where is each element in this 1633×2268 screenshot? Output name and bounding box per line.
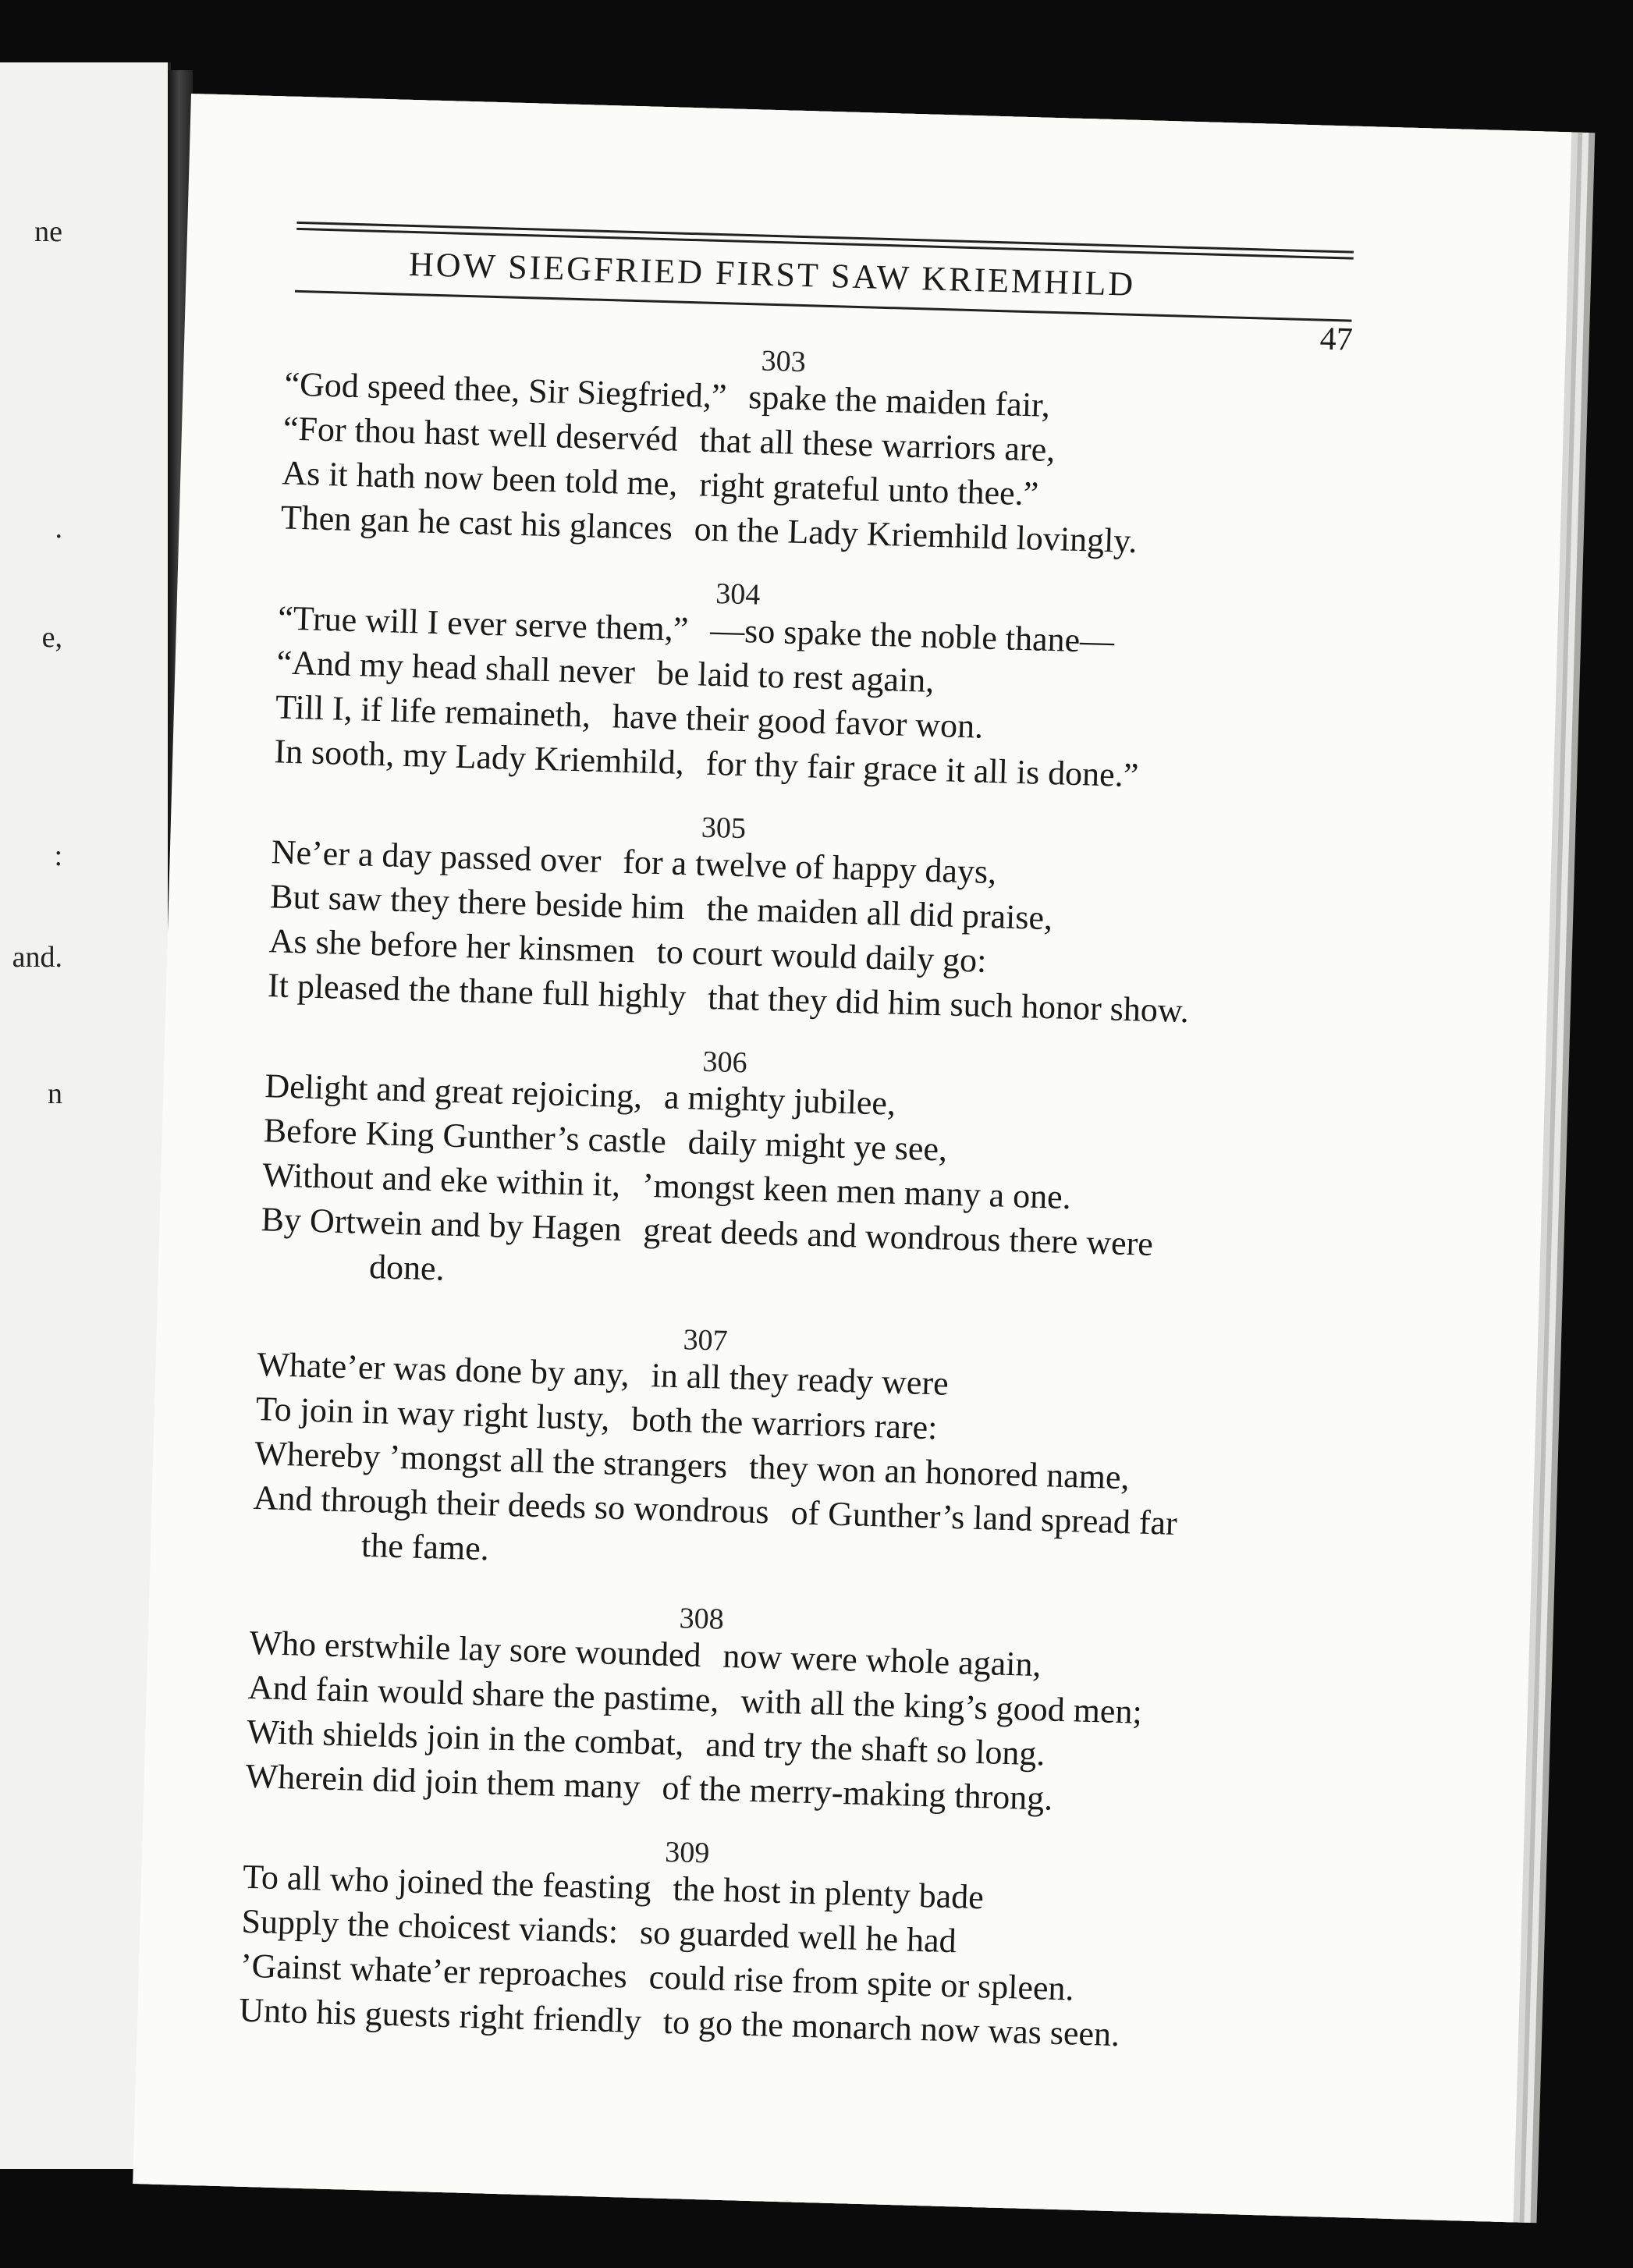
verse-first-half: Whereby ’mongst all the strangers bbox=[254, 1433, 728, 1485]
page-number: 47 bbox=[1319, 321, 1354, 358]
verse-first-half: Wherein did join them many bbox=[245, 1756, 641, 1806]
stanza bbox=[259, 1045, 1372, 1317]
verse-second-half: that all these warriors are, bbox=[699, 421, 1056, 470]
caesura-gap bbox=[726, 407, 748, 408]
verse-first-half: “God speed thee, Sir Siegfried,” bbox=[283, 364, 728, 416]
caesura-gap bbox=[640, 1798, 662, 1799]
verse-first-half: As it hath now been told me, bbox=[281, 453, 679, 503]
stanza-number: 305 bbox=[701, 811, 747, 846]
stanza-number: 308 bbox=[679, 1602, 725, 1636]
left-fragment: n bbox=[48, 1077, 62, 1110]
caesura-gap bbox=[651, 1899, 673, 1900]
verse-first-half: Unto his guests right friendly bbox=[238, 1990, 642, 2041]
verse-first-half: By Ortwein and by Hagen bbox=[261, 1200, 623, 1248]
caesura-gap bbox=[677, 451, 699, 452]
verse-second-half: in all they ready were bbox=[650, 1356, 950, 1403]
verse-first-half: “And my head shall never bbox=[276, 643, 636, 692]
caesura-gap bbox=[635, 683, 657, 684]
caesura-gap bbox=[641, 2032, 663, 2033]
left-fragment: . bbox=[55, 512, 62, 545]
verse-first-half: done. bbox=[368, 1247, 446, 1288]
caesura-gap bbox=[601, 872, 623, 873]
caesura-gap bbox=[701, 1666, 722, 1667]
verse-second-half: that they did him such honor show. bbox=[707, 978, 1190, 1031]
verse-second-half: so guarded well he had bbox=[639, 1912, 957, 1961]
verse-first-half: As she before her kinsmen bbox=[268, 921, 636, 971]
caesura-gap bbox=[684, 919, 706, 920]
verse-first-half: Delight and great rejoicing, bbox=[264, 1067, 643, 1116]
verse-second-half: they won an honored name, bbox=[748, 1447, 1131, 1497]
caesura-gap bbox=[634, 962, 656, 963]
verse-second-half: a mighty jubilee, bbox=[663, 1077, 896, 1123]
left-fragment: ne bbox=[34, 215, 62, 248]
left-fragment: e, bbox=[41, 621, 62, 654]
stanza-number: 303 bbox=[761, 344, 807, 379]
verse-first-half: Till I, if life remaineth, bbox=[275, 687, 591, 735]
verse-second-half: ’mongst keen men many a one. bbox=[641, 1166, 1072, 1217]
stanza-number: 304 bbox=[715, 577, 761, 612]
running-head: HOW SIEGFRIED FIRST SAW KRIEMHILD bbox=[408, 244, 1136, 303]
verse-first-half: Without and eke within it, bbox=[261, 1155, 621, 1204]
left-fragment: and. bbox=[12, 941, 62, 974]
stanza bbox=[267, 811, 1379, 1038]
caesura-gap bbox=[677, 495, 699, 496]
stanza bbox=[273, 577, 1386, 804]
caesura-gap bbox=[769, 1523, 790, 1524]
verse-second-half: for a twelve of happy days, bbox=[622, 842, 997, 892]
verse-first-half: “True will I ever serve them,” bbox=[277, 598, 689, 649]
stanza-number: 307 bbox=[683, 1323, 729, 1358]
verse-first-half: With shields join in the combat, bbox=[246, 1712, 685, 1763]
verse-first-half: Ne’er a day passed over bbox=[271, 832, 602, 881]
caesura-gap bbox=[683, 774, 705, 775]
verse-second-half: and try the shaft so long. bbox=[705, 1725, 1046, 1773]
verse-first-half: the fame. bbox=[360, 1525, 490, 1568]
right-page bbox=[133, 94, 1571, 2222]
caesura-gap bbox=[672, 539, 694, 540]
verse-first-half: Whate’er was done by any, bbox=[256, 1345, 630, 1394]
stanza bbox=[245, 1602, 1358, 1830]
verse-first-half: ’Gainst whate’er reproaches bbox=[240, 1946, 628, 1996]
verse-second-half: of the merry-making throng. bbox=[661, 1768, 1053, 1818]
verse-first-half: To all who joined the feasting bbox=[242, 1857, 652, 1908]
verse-second-half: daily might ye see, bbox=[687, 1123, 948, 1169]
verse-second-half: —so spake the noble thane— bbox=[709, 610, 1115, 661]
verse-first-half: But saw they there beside him bbox=[269, 877, 686, 928]
stanza bbox=[251, 1323, 1365, 1595]
verse-second-half: of Gunther’s land spread far bbox=[790, 1493, 1178, 1542]
stanza bbox=[238, 1835, 1351, 2064]
verse-second-half: spake the maiden fair, bbox=[747, 378, 1051, 424]
verse-second-half: could rise from spite or spleen. bbox=[648, 1957, 1075, 2008]
verse-second-half: with all the king’s good men; bbox=[740, 1681, 1143, 1731]
verse-first-half: “For thou hast well deservéd bbox=[282, 409, 679, 459]
verse-second-half: now were whole again, bbox=[722, 1636, 1042, 1684]
verse-first-half: Then gan he cast his glances bbox=[280, 498, 673, 548]
caesura-gap bbox=[642, 1108, 664, 1109]
caesura-gap bbox=[686, 1008, 708, 1009]
verse-first-half: Who erstwhile lay sore wounded bbox=[248, 1623, 702, 1675]
verse-second-half: right grateful unto thee.” bbox=[698, 465, 1039, 513]
verse-second-half: be laid to rest again, bbox=[656, 653, 935, 700]
verse-first-half: Supply the choicest viands: bbox=[240, 1901, 619, 1951]
stanza-number: 306 bbox=[702, 1045, 748, 1080]
verse-second-half: both the warriors rare: bbox=[630, 1400, 939, 1447]
verse-first-half: In sooth, my Lady Kriemhild, bbox=[273, 732, 685, 782]
verse-first-half: To join in way right lusty, bbox=[255, 1389, 611, 1438]
verse-second-half: to go the monarch now was seen. bbox=[662, 2002, 1120, 2054]
poem-body bbox=[237, 344, 1393, 2119]
caesura-gap bbox=[591, 727, 612, 728]
verse-first-half: And fain would share the pastime, bbox=[247, 1667, 720, 1720]
caesura-gap bbox=[719, 1712, 740, 1713]
left-fragment: : bbox=[54, 839, 62, 872]
caesura-gap bbox=[620, 1196, 642, 1197]
verse-first-half: It pleased the thane full highly bbox=[267, 966, 687, 1017]
stanza-number: 309 bbox=[664, 1835, 710, 1870]
verse-second-half: the host in plenty bade bbox=[672, 1869, 985, 1917]
caesura-gap bbox=[627, 1988, 648, 1989]
caesura-gap bbox=[621, 1240, 643, 1241]
caesura-gap bbox=[609, 1430, 631, 1431]
verse-second-half: for thy fair grace it all is done.” bbox=[705, 744, 1139, 795]
caesura-gap bbox=[666, 1153, 687, 1154]
verse-first-half: And through their deeds so wondrous bbox=[253, 1478, 770, 1532]
verse-first-half: Before King Gunther’s castle bbox=[263, 1111, 667, 1161]
verse-second-half: great deeds and wondrous there were bbox=[642, 1210, 1154, 1263]
verse-second-half: have their good favor won. bbox=[612, 697, 984, 746]
verse-second-half: on the Lady Kriemhild lovingly. bbox=[694, 509, 1138, 561]
verse-second-half: to court would daily go: bbox=[656, 932, 988, 980]
stanza bbox=[280, 344, 1393, 570]
verse-second-half: the maiden all did praise, bbox=[705, 889, 1053, 938]
